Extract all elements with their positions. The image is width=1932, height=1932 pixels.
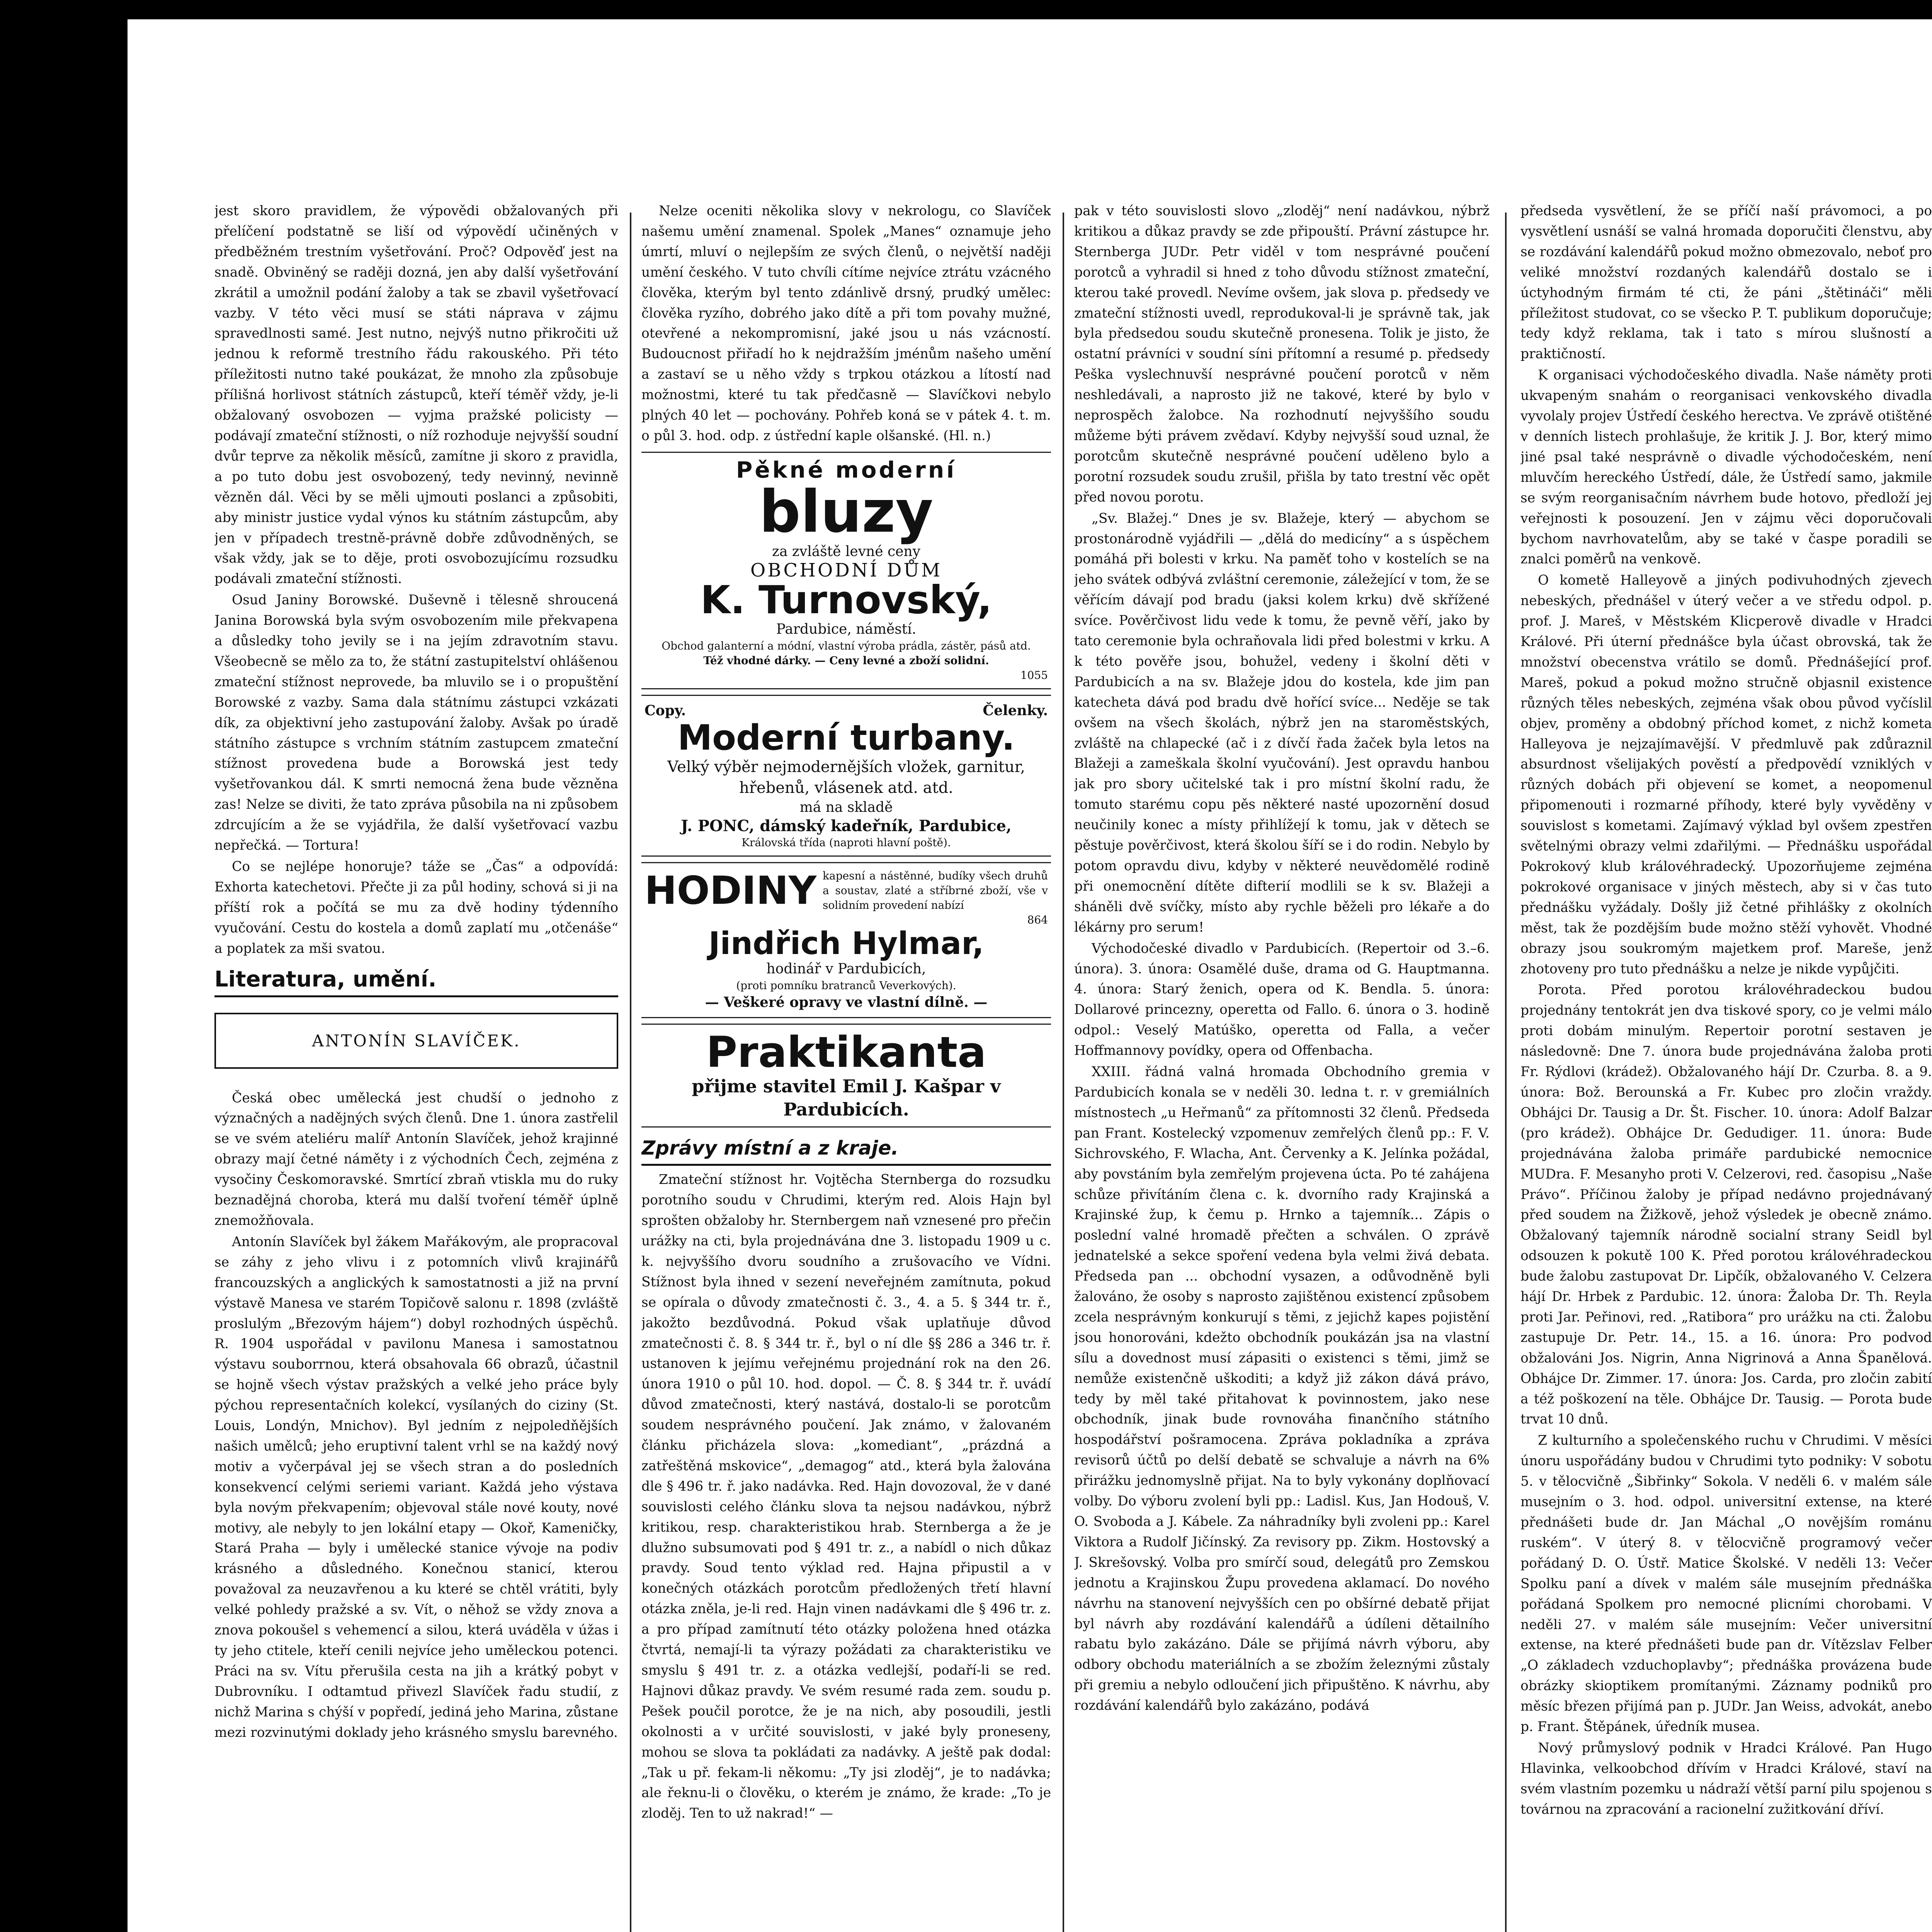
ad-title: HODINY: [645, 868, 817, 913]
ad-gifts: Též vhodné dárky. — Ceny levné a zboží solidní.: [703, 654, 989, 667]
article-honoruje: Co se nejlépe honoruje? táže se „Čas“ a odpovídá: Exhorta katechetovi. Přečte ji za půl hodiny, schová si ji na příští rok a počítá se mu za dvě hodiny týdenního vyučování. Cestu do kostela a domů zaplatí mu „otčenáše“ a poplatek za mši svatou.: [214, 859, 618, 956]
ad-number: 864: [1027, 913, 1048, 926]
newspaper-page: [128, 19, 1932, 1932]
ad-title: Praktikanta: [706, 1027, 986, 1077]
column-rule: [1505, 213, 1507, 1932]
advertisement-bluzy: [641, 452, 1051, 689]
ad-number: 1055: [1020, 669, 1048, 682]
article-divadlo-organisace: K organisaci východočeského divadla. Naše náměty proti ukvapeným snahám o reorganisaci venkovského divadla vyvolaly projev Ústředí českého herectva. Ve zprávě otištěné v denních listech prohlašuje, že kritik J. J. Bor, který mimo jiné psal také nesprávně o divadle východočeském, není mluvčím hereckého Ústředí, dále, že Ústředí samo, jakmile se svým reorganisačním návrhem bude hotovo, předloží jej veřejnosti k posouzení. Jen v zájmu věci doporučovali bychom navrhovatelům, aby se také v časpe poradili se znalci poměrů na venkově.: [1520, 367, 1932, 567]
article-valna-hromada: XXIII. řádná valná hromada Obchodního gremia v Pardubicích konala se v neděli 30. ledna t. r. v gremiálních místnostech „u Heřmanů“ za přítomnosti 32 členů. Předseda pan Frant. Kostelecký vzpomenuv zemřelých členů pp.: F. V. Sichrovského, F. Wlacha, Ant. Červenky a K. Jelínka požádal, aby povstáním byla zemřelým projevena úcta. Po té zahájena schůze přivítáním člena c. k. dvorního rady Krajinská a Krajinské žup, k čemu p. Hrnko a tajemník... Zápis o poslední valné hromadě přečten a schválen. O zprávě jednatelské a sekce spoření vedena byla velmi živá debata. Předseda pan ... obchodní vysazen, a odůvodněně byli žalováno, že osoby s naprosto zajištěnou existencí způsobem zcela nesprávným konkurují s těmi, z jejichž kapes pojistění jsou honorováni, kdežto obchodník poukázán jsa na vlastní sílu a dovednost musí zápasiti o existenci s těmi, jimž se nemůže existenčně uškoditi; a když již zákon dává právo, tedy by měl také přitahovat k povinnostem, jako nese obchodník, jinak bude rovnováha finančního státního hospodářství pošramocena. Zpráva pokladníka a zpráva revisorů účtů po delší debatě se schvaluje a návrh na 6% přirážku jednomyslně přijat. Na to byly vykonány doplňovací volby. Do výboru zvolení byli pp.: Ladisl. Kus, Jan Hodouš, V. O. Svoboda a J. Kábele. Za náhradníky byli zvoleni pp.: Karel Viktora a Rudolf Jičínský. Za revisory pp. Zikm. Hostovský a J. Skrešovský. Volba pro smírčí soud, delegátů pro Zemskou jednotu a Krajinskou Župu provedena aklamací. Do nového návrhu na stanovení nejvyšších cen po obšírné debatě přijat byl návrh aby rozdávání kalendářů a údíleni dětailního rabatu bylo zakázáno. Dále se přijímá návrh výboru, aby odbory obchodu materiálních a se zbožím železnými zůstaly při gremiu a nebylo odloučení jich připuštěno. K návrhu, aby rozdávání kalendářů bylo zakázáno, podává: [1074, 1064, 1490, 1714]
obituary-paragraph: Antonín Slavíček byl žákem Mařákovým, ale propracoval se záhy z jeho vlivu i z potomních vlivů krajinářů francouzských a anglických k samostatnosti a již na první výstavě Manesa ve starém Topičově salonu r. 1898 (zvláště proslulým „Březovým hájem“) dobyl rozhodných úspěchů. R. 1904 uspořádal v pavilonu Manesa i samostatnou výstavu souborrnou, která obsahovala 66 obrazů, účastnil se hojně všech výstav pražských a velké jeho práce byly pýchou representačních kolekcí, vysílaných do ciziny (St. Louis, Londýn, Mnichov). Byl jedním z nejpoledňějších našich umělců; jeho eruptivní talent vrhl se na každý nový motiv a vyčerpával jej se všech stran a do posledních konsekvencí celými seriemi variant. Každá jeho výstava byla novým překvapením; objevoval stále nové kouty, nové motivy, ale nebyly to jen lokální etapy — Okoř, Kameničky, Stará Praha — byly i umělecké stanice vývoje na podiv krásného a důsledného. Konečnou stanicí, kterou považoval za neuzavřenou a ku které se chtěl vrátiti, byly velké pohledy pražské a sv. Vít, o něhož se vždy znova a znova pokoušel s vehemencí a silou, která uváděla v úžas i ty jeho ctitele, kteří cenili nejvíce jeho uměleckou potenci. Práci na sv. Vítu přerušila cesta na jih a krátký pobyt v Dubrovníku. I odtamtud přivezl Slavíček řadu studií, z nichž Marina s chýší v popředí, jediná jeho Marina, zůstane mezi rozvinutými doklady jeho krásného smyslu barevného.: [214, 1234, 618, 1740]
ad-company-name: Jindřich Hylmar,: [708, 925, 984, 961]
ad-address: Královská třída (naproti hlavní poště).: [742, 836, 951, 849]
article-divadlo-repertoir: Východočeské divadlo v Pardubicích. (Repertoir od 3.–6. února). 3. února: Osamělé duše, drama od G. Hauptmanna. 4. února: Starý ženich, opera od K. Bendla. 5. února: Dollarové princezny, operetta od Fallo. 6. února o 3. hodině odpol.: Veselý Matúško, operetta od Falla, a večer Hoffmannovy povídky, opera od Offenbacha.: [1074, 940, 1490, 1059]
ad-description: kapesní a nástěnné, budíky všech druhů a soustav, zlaté a stříbrné zboží, vše v solidním provedení nabízí: [823, 869, 1048, 912]
ad-line: (proti pomníku bratranců Veverkových).: [736, 979, 956, 992]
ad-title: bluzy: [759, 478, 934, 546]
article-sternberg-continuation: pak v této souvislosti slovo „zloděj“ není nadávkou, nýbrž kritikou a důkaz pravdy se zde připouští. Právní zástupce hr. Sternberga JUDr. Petr viděl v tom nesprávné poučení porotců a vyhradil si hned z toho důvodu stížnost zmateční, kterou také provedl. Nevíme ovšem, jak slova p. předsedy ve zmateční stížnosti uvedl, reprodukoval-li je správně tak, jak byla předsedou soudu skutečně pronesena. Tolik je jisto, že ostatní právníci v soudní síni přítomní a resumé p. předsedy Peška vyslechnuvší nesprávné poučení porotců v něm neshledávali, a naprosto již ne takové, které by bylo v neprospěch žalobce. Na rozhodnutí nejvyššího soudu můžeme býti právem zvědaví. Kdyby nejvyšší soud uznal, že porotcům skutečně nesprávné poučení uděleno bylo a porotní rozsudek soudu zrušil, přišla by tato trestní věc opět před novou porotu.: [1074, 203, 1490, 505]
obituary-paragraph: Česká obec umělecká jest chudší o jednoho z význačných a nadějných svých členů. Dne 1. února zastřelil se ve svém ateliéru malíř Antonín Slavíček, jehož krajinné obrazy mají četné náměty i z východních Čech, zejména z vysočiny Českomoravské. Smrtící zbraň vtiskla mu do ruky beznadějná choroba, která mu další tvoření téměř úplně znemožňovala.: [214, 1090, 618, 1228]
column-1: [214, 201, 618, 1932]
article-trial-reform: jest skoro pravidlem, že výpovědi obžalovaných při přelíčení podstatně se liší od výpovědí učiněných v předběžném trestním vyšetřování. Proč? Odpověď jest na snadě. Obviněný se raději dozná, jen aby další vyšetřování zkrátil a umožnil podání žaloby a tak se zbavil vyšetřovací vazby. V této věci musí se státi náprava v zájmu spravedlnosti samé. Jest nutno, nejvýš nutno přikročiti už jednou k reformě trestního řádu rakouského. Při této příležitosti nutno také poukázat, že mnoho zla způsobuje přílišná horlivost státních zástupců, kteří téměř vždy, je-li obžalovaný osvobozen — vyjma pražské policisty — podávají zmateční stížnosti, o níž rozhoduje nejvyšší soudní dvůr teprve za několik měsíců, zamítne ji skoro z pravidla, a po tuto dobu jest osvobozený, tedy nevinný, nevinně vězněn dál. Věci by se měli ujmouti poslanci a způsobiti, aby ministr justice vydal výnos ku státním zástupcům, aby jen v případech trestně-právně dobře zdůvodněných, se však vždy, jak se to děje, proti osvobozujícímu rozsudku podávali zmateční stížnosti.: [214, 203, 618, 587]
article-porota: Porota. Před porotou královéhradeckou budou projednány tentokrát jen dva tiskové spory, co je velmi málo proti dobám minulým. Repertoir porotní sestaven je následovně: Dne 7. února bude projednávána žaloba proti Fr. Rýdlovi (krádež). Obžalovaného hájí Dr. Czurba. 8. a 9. února: Bož. Berounská a Fr. Kubec pro zločin vraždy. Obhájci Dr. Tausig a Dr. Št. Fischer. 10. února: Adolf Balzar (pro krádež). Obhájce Dr. Gedudiger. 11. února: Bude projednávána žaloba primáře pardubické nemocnice MUDra. F. Mesanyho proti V. Celzerovi, red. časopisu „Naše Právo“. Příčinou žaloby je případ nedávno projednávaný před soudem na Žižkově, jehož výsledek je obecně známo. Obžalovaný tajemník národně socialní strany Seidl byl odsouzen k pokutě 100 K. Před porotou královéhradeckou bude žalobu zastupovat Dr. Lipčík, obžalovaného V. Celzera hájí Dr. Hrbek z Pardubic. 12. února: Žaloba Dr. Th. Reyla proti Jar. Peřinovi, red. „Ratibora“ pro urážku na cti. Žalobu zastupuje Dr. Petr. 14., 15. a 16. února: Pro podvod obžalováni Jos. Nigrin, Anna Nigrinová a Anna Španělová. Obhájce Dr. Zimmer. 17. února: Jos. Carda, pro zločin zabití a též poškození na těle. Obhájce Dr. Tausig. — Porota bude trvat 10 dnů.: [1520, 982, 1932, 1427]
ad-company-name: K. Turnovský,: [700, 577, 992, 623]
ad-line: přijme stavitel Emil J. Kašpar v Pardubicích.: [692, 1076, 1001, 1120]
ad-headline: Pěkné moderní: [736, 456, 957, 483]
section-header-zpravy: [641, 1134, 1051, 1166]
article-sternberg: Zmateční stížnost hr. Vojtěcha Sternberga do rozsudku porotního soudu v Chrudimi, kterým red. Alois Hajn byl sprošten obžaloby hr. Sternbergem naň vznesené pro přečin urážky na cti, byla projednávána dne 3. listopadu 1909 u c. k. nejvyššího dvoru soudního a zrušovacího ve Vídni. Stížnost byla ihned v sezení neveřejném zamítnuta, pokud se opírala o důvody zmatečnosti č. 3., 4. a 5. § 344 tr. ř., jakožto bezdůvodná. Pokud však uplatňuje důvod zmatečnosti č. 8. § 344 tr. ř., byl o ní dle §§ 286 a 346 tr. ř. ustanoven k jejímu veřejnému projednání rok na den 26. února 1910 o půl 10. hod. dopol. — Č. 8. § 344 tr. ř. uvádí důvod zmatečnosti, který nastává, dostalo-li se porotcům soudem nesprávného poučení. Jak známo, v žalovaném článku přicházela slova: „komediant“, „prázdná a zatřeštěná mskovice“, „demagog“ atd., která byla žalována dle § 496 tr. ř. jako nadávka. Red. Hajn dovozoval, že v dané souvislosti celého článku slova ta nejsou nadávkou, nýbrž kritikou, resp. charakteristikou hrab. Sternberga a že je dlužno subsumovati pod § 491 tr. z., a nabídl o nich důkaz pravdy. Soud tento výklad red. Hajna připustil a v konečných otázkách porotcům předložených třetí hlavní otázka zněla, je-li red. Hajn vinen nadávkami dle § 496 tr. z. a pro případ zamítnutí této otázky položena hned otázka čtvrtá, nemají-li ta výrazy požádati za charakteristiku ve smyslu § 491 tr. z. a otázka vedlejší, podaří-li se red. Hajnovi důkaz pravdy. Ve svém resumé rada zem. soudu p. Pešek poučil porotce, že je na nich, aby posoudili, jestli okolnosti a v určité souvislosti, v jaké byly proneseny, mohou se slova ta pokládati za nadávky. A ještě pak dodal: „Tak u př. fekam-li někomu: „Ty jsi zloděj“, je to nadávka; ale řeknu-li o člověku, o kterém je známo, že krade: „To je zloděj. Ten to už nakrad!“ —: [641, 1172, 1051, 1821]
ad-label: Copy.: [645, 702, 686, 719]
column-4: [1520, 201, 1932, 1932]
ad-line: OBCHODNÍ DŮM: [750, 560, 942, 582]
obituary-continuation: Nelze oceniti několika slovy v nekrologu, co Slavíček našemu umění znamenal. Spolek „Manes“ oznamuje jeho úmrtí, mluví o nejlepším ze svých členů, o největší naději umění českého. V tuto chvíli cítíme nejvíce ztrátu vzácného člověka, kterým byl tento zdánlivě drsný, prudký umělec: člověka ryzího, dobrého jako dítě a při tom povahy mužné, otevřené a nekompromisní, jaké jsou u nás vzácností. Budoucnost přiřadí ho k nejdražším jménům našeho umění a zastaví se u něho vždy s trpkou otázkou a lítostí nad možnostmi, které tu tak předčasně — Slavíčkovi nebylo plných 40 let — pochovány. Pohřeb koná se v pátek 4. t. m. o půl 3. hod. odp. z ústřední kaple olšanské. (Hl. n.): [641, 203, 1051, 444]
section-header-literatura: [214, 966, 618, 997]
advertisement-hodiny: [641, 862, 1051, 1018]
article-valna-hromada-continuation: předseda vysvětlení, že se příčí naší právomoci, a po vysvětlení usnáší se valná hromada doporučiti členstvu, aby se rozdávání kalendářů pokud možno obmezovalo, neboť pro veliké množství rozdaných kalendářů dostalo se i úctyhodným firmám té cti, že páni „štětináči“ měli příležitost studovat, co se všecko P. T. publikum doporučuje; tedy když reklama, tak i tato s mírou slušností a praktičností.: [1520, 203, 1932, 362]
column-rule: [1063, 213, 1064, 1932]
article-chrudim: Z kulturního a společenského ruchu v Chrudimi. V měsíci únoru uspořádány budou v Chrudimi tyto podniky: V sobotu 5. v tělocvičně „Šibřinky“ Sokola. V neděli 6. v malém sále musejním o 3. hod. odpol. universitní extense, na které přednášeti bude dr. Jan Máchal „O novějším románu ruském“. V úterý 8. v tělocvičně programový večer pořádaný D. O. Ústř. Matice Školské. V neděli 13: Večer Spolku paní a dívek v malém sále musejním přednáška pořádaná Spolkem pro nemocné plicními chorobami. V neděli 27. v malém sále musejním: Večer universitní extense, na které přednášeti bude pan dr. Vítězslav Felber „O základech vzduchoplavby“; přednáška provázena bude obrázky skioptikem promítanými. Záznamy podniků pro měsíc březen přijímá pan p. JUDr. Jan Weiss, advokát, anebo p. Frant. Štěpánek, úředník musea.: [1520, 1433, 1932, 1735]
section-title: Literatura, umění.: [214, 966, 437, 992]
ad-description: Velký výběr nejmodernějších vložek, garnitur, hřebenů, vlásenek atd. atd.: [667, 758, 1026, 797]
article-sv-blazej: „Sv. Blažej.“ Dnes je sv. Blažeje, který — abychom se prostonárodně vyjádřili — „dělá do medicíny“ a s úspěchem pomáhá při bolesti v krku. Na paměť toho v kostelích se na jeho svátek odbývá zvláštní ceremonie, záležející v tom, že se věřícím dávají pod bradu (jaksi kolem krku) dvě skřížené svíce. Pověrčivost lidu vede k tomu, že pevně věří, jako by tato ceremonie byla ochraňovala lidi před bolestmi v krku. A k této pověře jsou, bohužel, vedeny i školní děti v Pardubicích a na sv. Blažeje jdou do kostela, kde jim pan katecheta dává pod bradu dvě hořící svíce... Neděje se tak ovšem na všech školách, nýbrž jen na staroměstských, zvláště na chlapecké (ač i z dívčí řada žaček byla letos na Blažeji a zameškala školní vyučování). Jest opravdu hanbou jak pro sbory učitelské tak i pro místní školní radu, že tomuto starému copu pěs některé nasté upozornění dosud neučinily konec a místy přihlížejí k tomu, jak v dětech se pěstuje pověrčivost, která školou šíří se i do rodin. Nebylo by potom opravdu divu, kdyby v některé neuvědomělé rodině při onemocnění dítěte difterií modlili se k sv. Blažeji a sháněli dvě svíčky, místo aby rychle běželi pro lékaře a do lékárny pro serum!: [1074, 510, 1490, 935]
ad-company-name: J. PONC, dámský kadeřník, Pardubice,: [681, 816, 1012, 835]
ad-line: má na skladě: [799, 799, 893, 815]
ad-line: — Veškeré opravy ve vlastní dílně. —: [705, 994, 988, 1010]
ad-title: Moderní turbany.: [677, 718, 1015, 759]
ad-line: hodinář v Pardubicích,: [766, 961, 926, 977]
ad-description: Obchod galanterní a módní, vlastní výroba prádla, zástěr, pásů atd.: [662, 639, 1031, 653]
section-title: Zprávy místní a z kraje.: [641, 1137, 899, 1160]
obituary-title: ANTONÍN SLAVÍČEK.: [312, 1031, 521, 1050]
article-borowska: Osud Janiny Borowské. Duševně i tělesně shroucená Janina Borowská byla svým osvobozením mile překvapena a důsledky toho jevily se i na jejím zdravotním stavu. Všeobecně se mělo za to, že státní zastupitelství ohlášenou zmateční stížnost neprovede, ba mluvilo se i o propuštění Borowské z vazby. Sama dala státnímu zástupci vzkázati dík, za objektivní jeho zastupování žaloby. Avšak po úradě státního zástupce s vrchním státním zastupcem zmateční stížnost provedena bude a Borowská jest tedy vyšetřovankou dál. K smrti nemocná žena bude vězněna zas! Nelze se diviti, že tato zpráva působila na ni způsobem zdrcujícím a že se vyjádřila, že další vyšetřovací vazbu nepřečká. — Tortura!: [214, 592, 618, 854]
advertisement-turbany: [641, 695, 1051, 857]
obituary-title-box: [214, 1013, 618, 1069]
column-2: [641, 201, 1051, 1932]
ad-line: za zvláště levné ceny: [772, 544, 920, 560]
ad-label: Čelenky.: [983, 702, 1048, 719]
article-kometa: O kometě Halleyově a jiných podivuhodných zjevech nebeských, přednášel v úterý večer a ve středu odpol. p. prof. J. Mareš, v Městském Klicperově divadle v Hradci Králové. Při úterní přednášce byla účast obrovská, tak že množství obecenstva vrátilo se domů. Přednášející prof. Mareš, pokud a pokud možno stručně objasnil existence různých těles nebeských, zejména však obou původ vyčíslil objev, proměny a obdobný příchod komet, z nichž kometa Halleyova je nejzajímavější. V předmluvě pak zdůraznil absurdnost všelijakých pověstí a předpovědí vzniklých v různých dobách při objevení se komet, a neopomenul připomenouti i rozmarné příhody, které byly vyvěděny v souvislost s kometami. Zajímavý výklad byl ovšem zpestřen světelnými obrazy velmi zdařilými. — Přednášku uspořádal Pokrokový klub královéhradecký. Upozorňujeme zejména pokrokové organisace v jiných městech, aby si v čas tuto přednášku vyžádaly. Došly již četné přihlášky z okolních měst, tak že pozdějším bude možno stěží vyhovět. Vhodné obrazy jsou soukromým majetkem prof. Mareše, jenž zhotoveny pro tuto přednášku a nelze je nikde vypůjčiti.: [1520, 573, 1932, 977]
article-prumyslovy-podnik: Nový průmyslový podnik v Hradci Králové. Pan Hugo Hlavinka, velkoobchod dřívím v Hradci Králové, staví na svém vlastním pozemku u nádraží větší parní pilu spojenou s továrnou na zpracování a racionelní zužitkování dříví.: [1520, 1740, 1932, 1817]
column-3: [1074, 201, 1490, 1932]
column-rule: [630, 213, 631, 1932]
ad-place: Pardubice, náměstí.: [776, 621, 917, 638]
advertisement-praktikanta: [641, 1024, 1051, 1128]
